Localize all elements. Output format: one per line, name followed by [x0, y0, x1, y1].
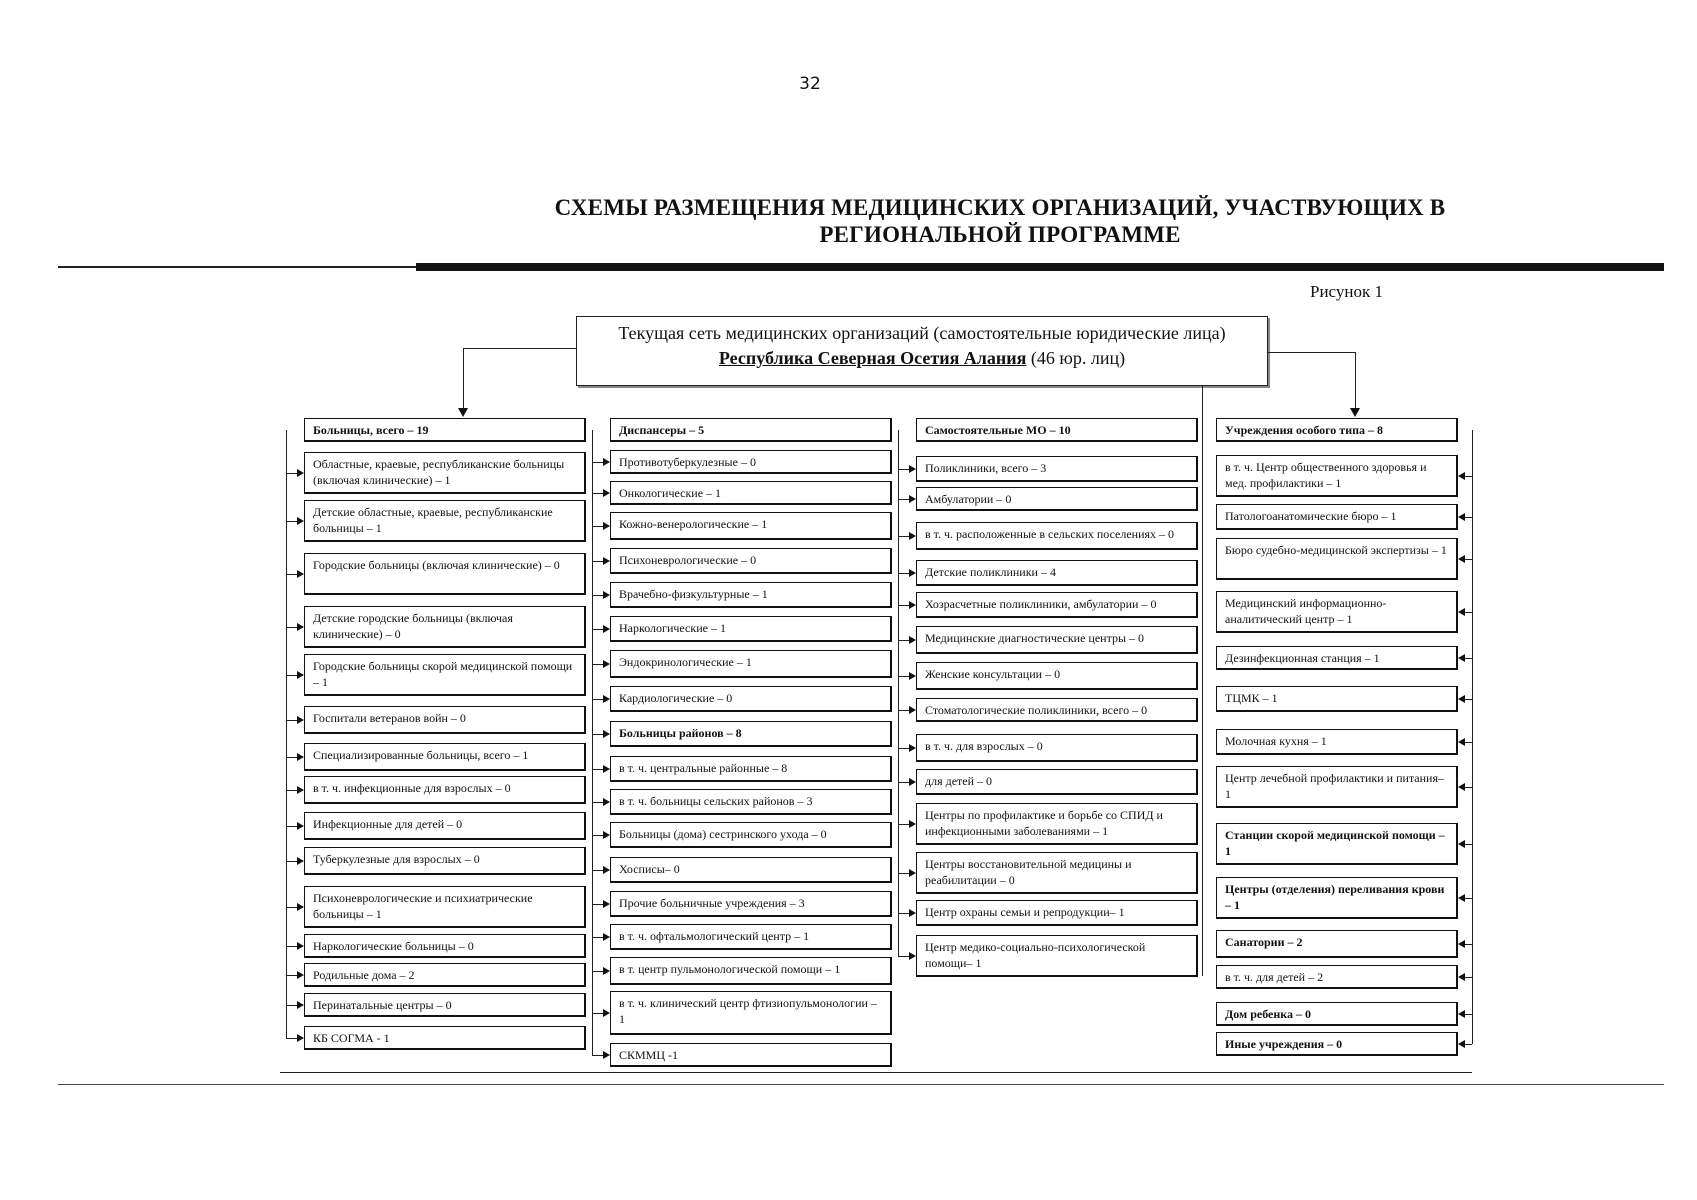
col4-connector-14	[1464, 1044, 1472, 1045]
col3-connector-5	[898, 605, 909, 606]
col2-connector-3	[592, 526, 603, 527]
col1-arrow-1	[297, 469, 304, 477]
col3-item-5: Хозрасчетные поликлиники, амбулатории – 0	[916, 592, 1198, 618]
col4-item-11: Санатории – 2	[1216, 930, 1458, 958]
col4-item-1: в т. ч. Центр общественного здоровья и мед. профилактики – 1	[1216, 455, 1458, 497]
col4-item-12: в т. ч. для детей – 2	[1216, 965, 1458, 989]
col2-arrow-18	[603, 1051, 610, 1059]
col4-arrow-7	[1458, 738, 1465, 746]
col1-arrow-3	[297, 570, 304, 578]
col4-arrow-6	[1458, 695, 1465, 703]
col4-arrow-11	[1458, 940, 1465, 948]
col1-item-12: Наркологические больницы – 0	[304, 934, 586, 958]
col4-connector-spine	[1472, 430, 1473, 1044]
root-left-arrow	[458, 408, 468, 417]
root-left-connector-h	[463, 348, 576, 349]
title-line-2: РЕГИОНАЛЬНОЙ ПРОГРАММЕ	[819, 222, 1181, 247]
col3-arrow-12	[909, 869, 916, 877]
col3-item-6: Медицинские диагностические центры – 0	[916, 626, 1198, 654]
col1-item-0: Больницы, всего – 19	[304, 418, 586, 442]
col2-arrow-4	[603, 557, 610, 565]
col3-arrow-11	[909, 820, 916, 828]
col1-item-5: Городские больницы скорой медицинской помощи – 1	[304, 654, 586, 696]
col2-arrow-15	[603, 933, 610, 941]
col2-arrow-11	[603, 798, 610, 806]
root-center-connector	[1202, 386, 1203, 976]
col2-connector-2	[592, 493, 603, 494]
col4-arrow-8	[1458, 783, 1465, 791]
col3-item-7: Женские консультации – 0	[916, 662, 1198, 690]
col3-connector-13	[898, 913, 909, 914]
col2-connector-12	[592, 835, 603, 836]
col3-connector-2	[898, 499, 909, 500]
col2-connector-14	[592, 904, 603, 905]
col4-connector-3	[1464, 559, 1472, 560]
col1-connector-6	[286, 720, 297, 721]
col4-arrow-2	[1458, 513, 1465, 521]
root-right-connector-v	[1355, 352, 1356, 410]
col3-item-3: в т. ч. расположенные в сельских поселениях – 0	[916, 522, 1198, 550]
col3-arrow-7	[909, 672, 916, 680]
col1-arrow-4	[297, 623, 304, 631]
col2-arrow-7	[603, 660, 610, 668]
col4-connector-9	[1464, 844, 1472, 845]
col4-item-4: Медицинский информационно-аналитический центр – 1	[1216, 591, 1458, 633]
col3-arrow-9	[909, 744, 916, 752]
col3-item-0: Самостоятельные МО – 10	[916, 418, 1198, 442]
col1-connector-15	[286, 1038, 297, 1039]
col1-item-3: Городские больницы (включая клинические) – 0	[304, 553, 586, 595]
col1-arrow-10	[297, 857, 304, 865]
col3-connector-8	[898, 710, 909, 711]
col2-arrow-12	[603, 831, 610, 839]
col2-connector-5	[592, 595, 603, 596]
col2-item-18: СКММЦ -1	[610, 1043, 892, 1067]
col3-item-8: Стоматологические поликлиники, всего – 0	[916, 698, 1198, 722]
col1-item-13: Родильные дома – 2	[304, 963, 586, 987]
col3-connector-11	[898, 824, 909, 825]
title-line-1: СХЕМЫ РАЗМЕЩЕНИЯ МЕДИЦИНСКИХ ОРГАНИЗАЦИЙ, УЧАСТВУЮЩИХ В	[554, 195, 1446, 220]
col1-arrow-9	[297, 822, 304, 830]
col1-item-15: КБ СОГМА - 1	[304, 1026, 586, 1050]
col3-arrow-14	[909, 952, 916, 960]
region-name: Республика Северная Осетия Алания	[718, 348, 1027, 368]
col4-item-2: Патологоанатомические бюро – 1	[1216, 504, 1458, 530]
col2-arrow-14	[603, 900, 610, 908]
col4-item-8: Центр лечебной профилактики и питания– 1	[1216, 766, 1458, 808]
col4-item-10: Центры (отделения) переливания крови – 1	[1216, 877, 1458, 919]
col4-connector-5	[1464, 658, 1472, 659]
col1-connector-4	[286, 627, 297, 628]
col2-item-11: в т. ч. больницы сельских районов – 3	[610, 789, 892, 815]
col3-arrow-2	[909, 495, 916, 503]
col1-arrow-15	[297, 1034, 304, 1042]
col3-item-1: Поликлиники, всего – 3	[916, 456, 1198, 482]
col2-connector-8	[592, 699, 603, 700]
col2-item-9: Больницы районов – 8	[610, 721, 892, 747]
root-right-arrow	[1350, 408, 1360, 417]
col4-item-7: Молочная кухня – 1	[1216, 729, 1458, 755]
col2-arrow-13	[603, 866, 610, 874]
col4-arrow-1	[1458, 472, 1465, 480]
col1-arrow-11	[297, 903, 304, 911]
col4-connector-7	[1464, 742, 1472, 743]
col2-connector-11	[592, 802, 603, 803]
col3-arrow-5	[909, 601, 916, 609]
col1-connector-12	[286, 946, 297, 947]
col2-item-6: Наркологические – 1	[610, 616, 892, 642]
col2-item-4: Психоневрологические – 0	[610, 548, 892, 574]
col3-arrow-8	[909, 706, 916, 714]
col2-arrow-5	[603, 591, 610, 599]
col3-item-10: для детей – 0	[916, 769, 1198, 795]
figure-label: Рисунок 1	[1310, 282, 1383, 301]
col1-connector-1	[286, 473, 297, 474]
col2-item-1: Противотуберкулезные – 0	[610, 450, 892, 474]
col2-arrow-9	[603, 730, 610, 738]
col2-connector-15	[592, 937, 603, 938]
col1-item-6: Госпитали ветеранов войн – 0	[304, 706, 586, 734]
col2-item-13: Хосписы– 0	[610, 857, 892, 883]
col1-item-14: Перинатальные центры – 0	[304, 993, 586, 1017]
col1-connector-8	[286, 790, 297, 791]
col4-item-5: Дезинфекционная станция – 1	[1216, 646, 1458, 670]
col4-connector-8	[1464, 787, 1472, 788]
col4-connector-12	[1464, 977, 1472, 978]
col3-connector-12	[898, 873, 909, 874]
col4-item-0: Учреждения особого типа – 8	[1216, 418, 1458, 442]
col2-arrow-17	[603, 1009, 610, 1017]
col4-connector-10	[1464, 898, 1472, 899]
col1-connector-11	[286, 907, 297, 908]
col2-connector-18	[592, 1055, 603, 1056]
col3-connector-4	[898, 573, 909, 574]
col2-arrow-16	[603, 967, 610, 975]
col2-connector-4	[592, 561, 603, 562]
col3-item-11: Центры по профилактике и борьбе со СПИД и инфекционными заболеваниями – 1	[916, 803, 1198, 845]
col4-arrow-4	[1458, 608, 1465, 616]
col1-arrow-13	[297, 971, 304, 979]
col2-item-7: Эндокринологические – 1	[610, 650, 892, 678]
col4-arrow-9	[1458, 840, 1465, 848]
col2-item-16: в т. центр пульмонологической помощи – 1	[610, 957, 892, 985]
col1-item-9: Инфекционные для детей – 0	[304, 812, 586, 840]
col2-arrow-6	[603, 625, 610, 633]
diagram-bottom-rule	[280, 1072, 1472, 1073]
col1-arrow-14	[297, 1001, 304, 1009]
col4-item-9: Станции скорой медицинской помощи – 1	[1216, 823, 1458, 865]
col3-arrow-1	[909, 465, 916, 473]
col4-item-14: Иные учреждения – 0	[1216, 1032, 1458, 1056]
col3-item-4: Детские поликлиники – 4	[916, 560, 1198, 586]
col1-item-1: Областные, краевые, республиканские больницы (включая клинические) – 1	[304, 452, 586, 494]
col1-arrow-7	[297, 753, 304, 761]
col4-connector-13	[1464, 1014, 1472, 1015]
col1-item-2: Детские областные, краевые, республиканские больницы – 1	[304, 500, 586, 542]
col2-item-10: в т. ч. центральные районные – 8	[610, 756, 892, 782]
col3-connector-6	[898, 640, 909, 641]
col4-item-3: Бюро судебно-медицинской экспертизы – 1	[1216, 538, 1458, 580]
col1-connector-14	[286, 1005, 297, 1006]
col4-connector-1	[1464, 476, 1472, 477]
col1-connector-9	[286, 826, 297, 827]
col1-connector-10	[286, 861, 297, 862]
col1-item-4: Детские городские больницы (включая клинические) – 0	[304, 606, 586, 648]
col2-arrow-3	[603, 522, 610, 530]
col3-item-9: в т. ч. для взрослых – 0	[916, 734, 1198, 762]
col3-connector-10	[898, 782, 909, 783]
col2-connector-9	[592, 734, 603, 735]
col2-arrow-8	[603, 695, 610, 703]
col2-item-8: Кардиологические – 0	[610, 686, 892, 712]
footer-rule	[58, 1084, 1664, 1085]
col1-connector-5	[286, 675, 297, 676]
root-box-line-2	[577, 346, 1267, 371]
col2-item-15: в т. ч. офтальмологический центр – 1	[610, 924, 892, 950]
col3-arrow-4	[909, 569, 916, 577]
col1-item-7: Специализированные больницы, всего – 1	[304, 743, 586, 771]
col1-item-8: в т. ч. инфекционные для взрослых – 0	[304, 776, 586, 804]
col2-connector-7	[592, 664, 603, 665]
col2-connector-1	[592, 462, 603, 463]
col3-connector-14	[898, 956, 909, 957]
col1-connector-13	[286, 975, 297, 976]
col3-arrow-6	[909, 636, 916, 644]
col1-connector-3	[286, 574, 297, 575]
col3-connector-9	[898, 748, 909, 749]
col3-connector-7	[898, 676, 909, 677]
col3-connector-1	[898, 469, 909, 470]
col1-arrow-5	[297, 671, 304, 679]
col4-arrow-14	[1458, 1040, 1465, 1048]
col3-arrow-13	[909, 909, 916, 917]
col2-connector-6	[592, 629, 603, 630]
col2-connector-13	[592, 870, 603, 871]
root-right-connector-h	[1268, 352, 1356, 353]
header-rule-thick	[416, 263, 1664, 271]
entity-count: (46 юр. лиц)	[1026, 348, 1126, 368]
col1-arrow-8	[297, 786, 304, 794]
root-left-connector-v	[463, 348, 464, 410]
col3-connector-3	[898, 536, 909, 537]
col3-arrow-10	[909, 778, 916, 786]
diagram-root-box	[576, 316, 1268, 386]
col1-connector-7	[286, 757, 297, 758]
col2-item-14: Прочие больничные учреждения – 3	[610, 891, 892, 917]
col1-item-10: Туберкулезные для взрослых – 0	[304, 847, 586, 875]
col2-item-2: Онкологические – 1	[610, 481, 892, 505]
col2-connector-16	[592, 971, 603, 972]
col4-arrow-12	[1458, 973, 1465, 981]
col4-arrow-10	[1458, 894, 1465, 902]
col2-connector-17	[592, 1013, 603, 1014]
col1-arrow-2	[297, 517, 304, 525]
col2-arrow-10	[603, 765, 610, 773]
col2-connector-spine	[592, 430, 593, 1055]
col2-item-12: Больницы (дома) сестринского ухода – 0	[610, 822, 892, 848]
page-title	[470, 194, 1530, 248]
col4-item-6: ТЦМК – 1	[1216, 686, 1458, 712]
col4-connector-4	[1464, 612, 1472, 613]
col2-arrow-1	[603, 458, 610, 466]
page-number: 32	[799, 74, 821, 94]
root-box-line-1: Текущая сеть медицинских организаций (самостоятельные юридические лица)	[618, 323, 1226, 343]
col4-item-13: Дом ребенка – 0	[1216, 1002, 1458, 1026]
header-rule-thin	[58, 266, 418, 268]
col4-connector-2	[1464, 517, 1472, 518]
col2-arrow-2	[603, 489, 610, 497]
col1-arrow-6	[297, 716, 304, 724]
col1-item-11: Психоневрологические и психиатрические больницы – 1	[304, 886, 586, 928]
col4-arrow-5	[1458, 654, 1465, 662]
col4-connector-6	[1464, 699, 1472, 700]
col3-item-12: Центры восстановительной медицины и реабилитации – 0	[916, 852, 1198, 894]
col2-item-0: Диспансеры – 5	[610, 418, 892, 442]
col3-item-2: Амбулатории – 0	[916, 487, 1198, 511]
col2-item-5: Врачебно-физкультурные – 1	[610, 582, 892, 608]
col3-connector-spine	[898, 430, 899, 956]
col4-arrow-3	[1458, 555, 1465, 563]
col2-item-3: Кожно-венерологические – 1	[610, 512, 892, 540]
col4-connector-11	[1464, 944, 1472, 945]
col3-item-13: Центр охраны семьи и репродукции– 1	[916, 900, 1198, 926]
col4-arrow-13	[1458, 1010, 1465, 1018]
col1-connector-2	[286, 521, 297, 522]
col2-connector-10	[592, 769, 603, 770]
col1-arrow-12	[297, 942, 304, 950]
col2-item-17: в т. ч. клинический центр фтизиопульмонологии – 1	[610, 991, 892, 1035]
col3-arrow-3	[909, 532, 916, 540]
col3-item-14: Центр медико-социально-психологической помощи– 1	[916, 935, 1198, 977]
